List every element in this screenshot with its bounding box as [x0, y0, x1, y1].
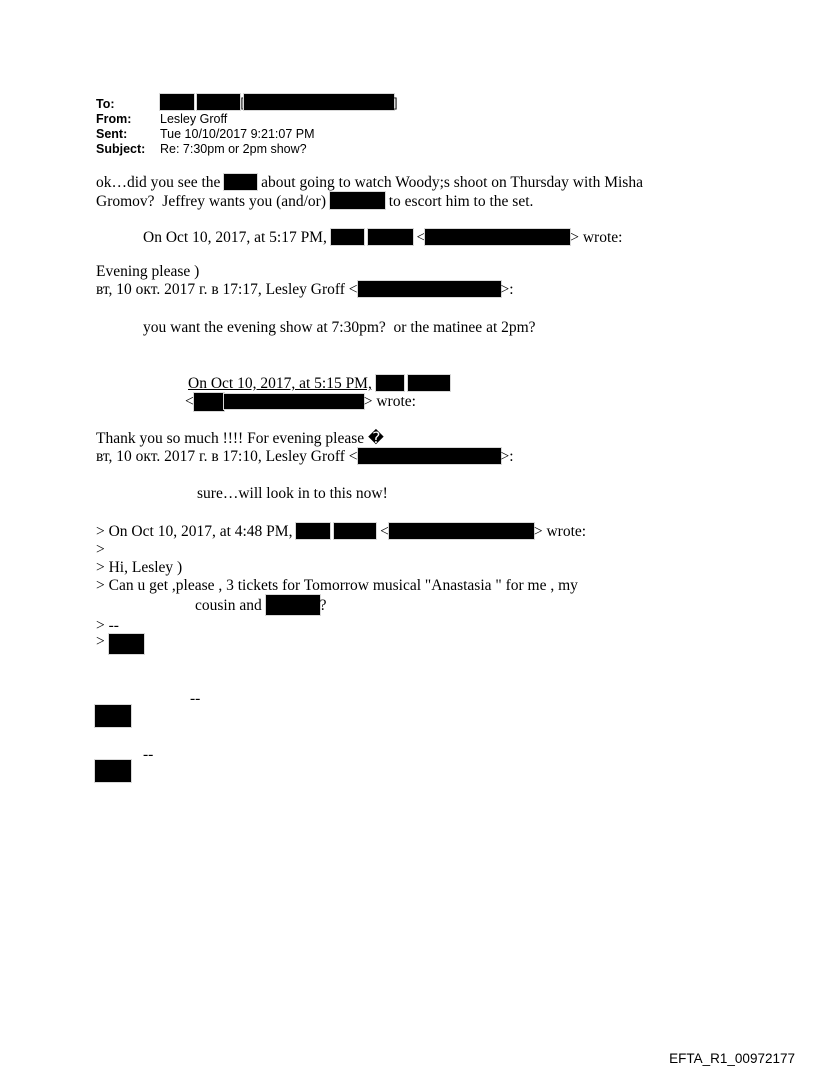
header-value-sent: Tue 10/10/2017 9:21:07 PM	[160, 127, 315, 141]
redaction-box	[197, 94, 240, 110]
text-segment: <	[412, 229, 426, 246]
header-value-subject: Re: 7:30pm or 2pm show?	[160, 142, 307, 156]
body-line	[96, 541, 105, 559]
redaction-box	[330, 192, 385, 209]
text-segment: > On Oct 10, 2017, at 4:48 PM,	[96, 523, 297, 540]
body-line	[95, 705, 131, 727]
body-line	[96, 559, 182, 577]
text-segment: > wrote:	[363, 393, 416, 410]
redaction-box	[331, 229, 364, 245]
redaction-box	[224, 174, 257, 190]
text-segment: On Oct 10, 2017, at 5:15 PM,	[188, 375, 372, 392]
text-segment: sure…will look in to this now!	[197, 485, 388, 502]
header-label-sent: Sent:	[96, 127, 128, 141]
body-line	[96, 192, 533, 211]
redaction-box	[194, 393, 224, 411]
redaction-box	[334, 523, 376, 539]
text-segment: вт, 10 окт. 2017 г. в 17:17, Lesley Groff <	[96, 281, 358, 298]
text-segment: Thank you so much !!!! For evening please �	[96, 430, 384, 447]
body-line	[96, 523, 586, 541]
text-segment: --	[190, 690, 201, 707]
header-label-to: To:	[96, 97, 115, 111]
text-segment: >:	[500, 448, 514, 465]
text-segment: to escort him to the set.	[384, 193, 534, 210]
body-line	[197, 485, 388, 503]
text-segment: you want the evening show at 7:30pm? or the matinee at 2pm?	[143, 319, 536, 336]
redaction-box	[368, 229, 413, 245]
redaction-box	[376, 375, 404, 391]
body-line	[143, 746, 153, 764]
text-segment: ]	[393, 96, 398, 110]
text-segment: >	[96, 633, 109, 650]
redaction-box	[244, 94, 394, 110]
body-line	[143, 319, 536, 337]
redaction-box	[408, 375, 450, 391]
text-segment: On Oct 10, 2017, at 5:17 PM,	[143, 229, 331, 246]
text-segment: <	[185, 393, 194, 410]
text-segment: [	[240, 96, 244, 110]
body-line	[185, 393, 416, 411]
text-segment: > wrote:	[570, 229, 623, 246]
body-line	[195, 595, 327, 615]
redaction-box	[296, 523, 330, 539]
redaction-box	[95, 705, 131, 727]
text-segment: > Hi, Lesley )	[96, 559, 183, 576]
header-value-from: Lesley Groff	[160, 112, 228, 126]
text-segment: > wrote:	[533, 523, 587, 540]
text-segment: >	[96, 541, 105, 558]
text-segment: вт, 10 окт. 2017 г. в 17:10, Lesley Groff <	[96, 448, 358, 465]
redaction-box	[389, 523, 534, 539]
body-line	[95, 760, 131, 782]
text-segment: ok…did you see the	[96, 174, 225, 191]
body-line	[96, 633, 144, 654]
text-segment: --	[143, 746, 154, 763]
header-label-subject: Subject:	[96, 142, 146, 156]
redaction-box	[358, 448, 501, 464]
body-line	[96, 263, 199, 281]
text-segment: ?	[319, 597, 327, 614]
redaction-box	[109, 634, 144, 654]
bates-number: EFTA_R1_00972177	[669, 1051, 795, 1066]
text-segment: > Can u get ,please , 3 tickets for Tomorrow musical "Anastasia " for me , my	[96, 577, 578, 594]
text-segment: > --	[96, 617, 119, 634]
body-line	[96, 281, 514, 299]
text-segment: Evening please )	[96, 263, 200, 280]
body-line	[190, 690, 200, 708]
body-line	[96, 448, 514, 466]
header-label-from: From:	[96, 112, 132, 126]
text-segment: cousin and	[195, 597, 266, 614]
redaction-box	[95, 760, 131, 782]
redaction-box	[358, 281, 501, 297]
text-segment: >:	[500, 281, 514, 298]
header-value-to	[160, 94, 397, 111]
body-line	[96, 430, 384, 448]
body-line	[96, 577, 578, 595]
body-line	[96, 174, 643, 192]
text-segment: Gromov? Jeffrey wants you (and/or)	[96, 193, 330, 210]
redaction-box	[160, 94, 194, 110]
redaction-box	[224, 394, 364, 409]
text-segment: <	[376, 523, 389, 540]
text-segment: about going to watch Woody;s shoot on Thursday with Misha	[257, 174, 643, 191]
redaction-box	[425, 229, 570, 245]
redaction-box	[266, 595, 320, 615]
body-line	[188, 375, 450, 393]
body-line	[143, 229, 622, 247]
